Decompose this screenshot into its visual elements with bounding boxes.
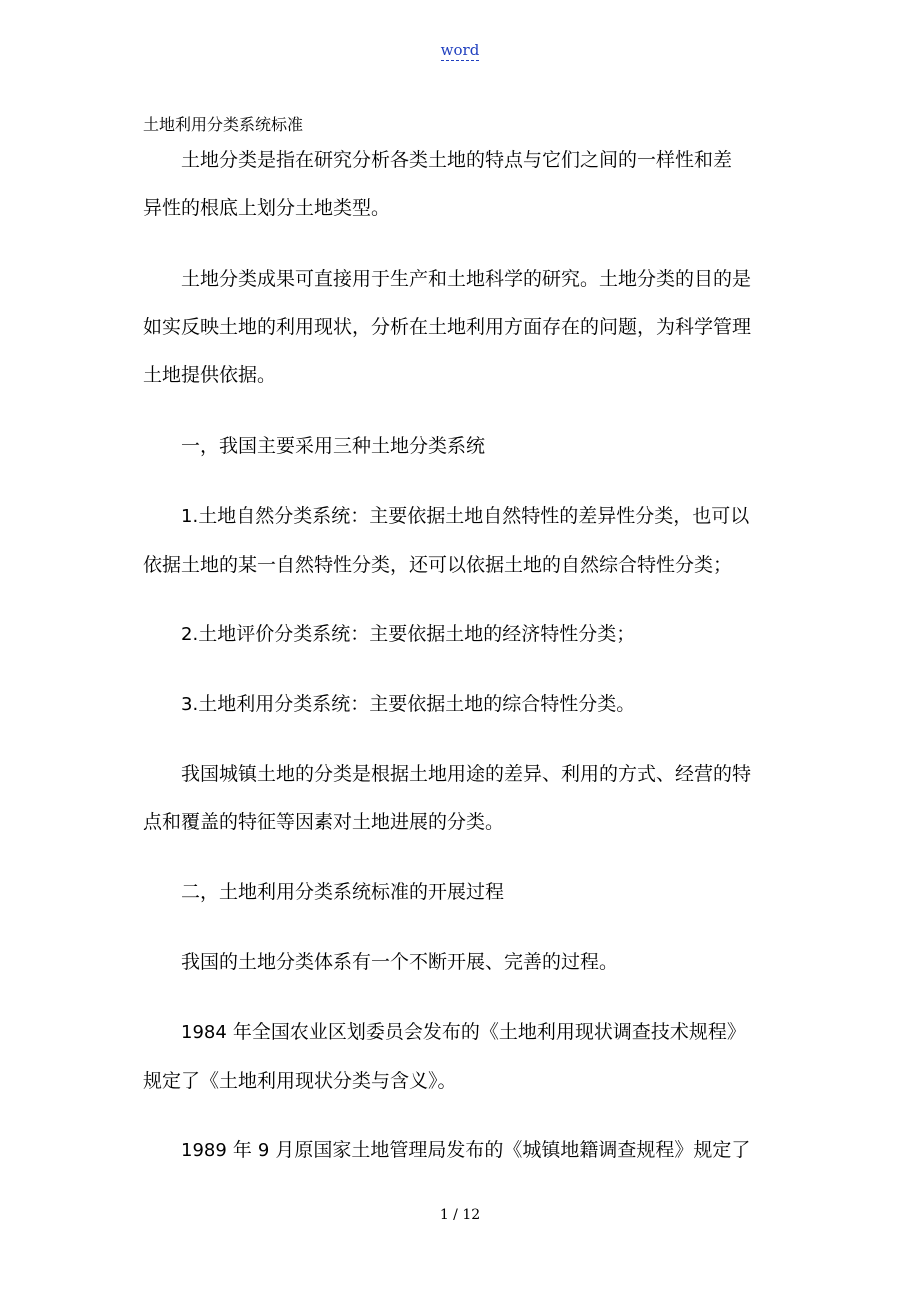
item-text: 土地自然分类系统：主要依据土地自然特性的差异性分类，也可以 [198, 505, 750, 527]
item-number: 2. [181, 624, 199, 645]
paragraph-line [143, 1008, 783, 1057]
item-number: 1. [181, 506, 199, 527]
line-text: 年全国农业区划委员会发布的《土地利用现状调查技术规程》 [226, 1021, 746, 1043]
item-text: 土地利用分类系统：主要依据土地的综合特性分类。 [198, 693, 636, 715]
paragraph [143, 750, 783, 846]
paragraph [143, 1008, 783, 1105]
page-number: 1 / 12 [439, 1207, 481, 1223]
paragraph-line: 我国城镇土地的分类是根据土地用途的差异、利用的方式、经营的特 [181, 763, 752, 785]
paragraph-line: 异性的根底上划分土地类型。 [143, 197, 391, 219]
paragraph-line [143, 680, 783, 729]
paragraph [143, 938, 783, 986]
item-text: 土地评价分类系统：主要依据土地的经济特性分类； [198, 623, 636, 645]
line-text: 月原国家土地管理局发布的《城镇地籍调查规程》规定了 [269, 1139, 751, 1161]
paragraph-line [143, 610, 783, 659]
document-title: 土地利用分类系统标准 [143, 115, 304, 134]
paragraph-line: 我国的土地分类体系有一个不断开展、完善的过程。 [181, 951, 619, 973]
paragraph-line: 依据土地的某一自然特性分类，还可以依据土地的自然综合特性分类； [143, 554, 733, 576]
list-item [143, 492, 783, 589]
paragraph-line: 一，我国主要采用三种土地分类系统 [181, 435, 486, 457]
paragraph-line: 点和覆盖的特征等因素对土地进展的分类。 [143, 811, 505, 833]
paragraph-line: 规定了《土地利用现状分类与含义》。 [143, 1070, 457, 1092]
section-heading [143, 422, 783, 470]
list-item [143, 680, 783, 729]
item-number: 3. [181, 694, 199, 715]
paragraph-line: 土地分类成果可直接用于生产和土地科学的研究。土地分类的目的是 [181, 268, 752, 290]
paragraph [143, 255, 783, 399]
word-link[interactable]: word [440, 41, 480, 59]
year-number: 1989 [181, 1140, 227, 1161]
line-text: 年 [226, 1139, 258, 1161]
paragraph [143, 136, 783, 232]
paragraph-line: 如实反映土地的利用现状，分析在土地利用方面存在的问题，为科学管理 [143, 316, 752, 338]
paragraph-line [143, 492, 783, 541]
paragraph-line: 土地提供依据。 [143, 364, 277, 386]
month-number: 9 [257, 1140, 270, 1161]
page-header [0, 40, 920, 59]
paragraph-line: 土地分类是指在研究分析各类土地的特点与它们之间的一样性和差 [181, 149, 733, 171]
year-number: 1984 [181, 1022, 227, 1043]
paragraph-line: 二，土地利用分类系统标准的开展过程 [181, 881, 505, 903]
paragraph [143, 1126, 783, 1175]
section-heading [143, 868, 783, 916]
paragraph-line [143, 1126, 783, 1175]
list-item [143, 610, 783, 659]
